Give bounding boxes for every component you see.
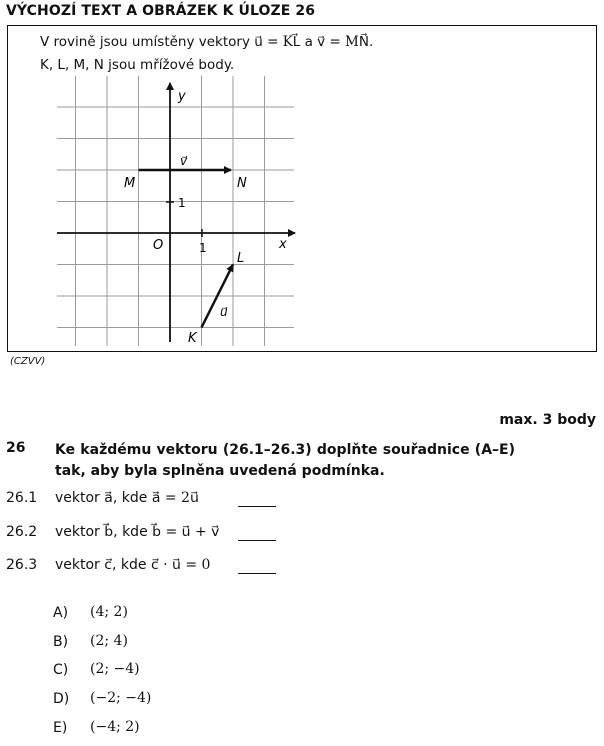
- option-value: (−4; 2): [90, 719, 140, 735]
- vector-u-definition: u⃗ = KL⃗: [254, 34, 301, 50]
- vector-v-definition: v⃗ = MN⃗: [317, 34, 369, 50]
- sub-pre: vektor: [55, 524, 105, 540]
- option-value: (2; −4): [90, 661, 140, 677]
- question-text: Ke každému vektoru (26.1–26.3) doplňte souřadnice (A–E) tak, aby byla splněna uvedená podmínka.: [55, 442, 515, 479]
- grid-lines: [57, 76, 294, 346]
- max-points: max. 3 body: [499, 412, 596, 428]
- option-value: (4; 2): [90, 604, 128, 620]
- option-value: (2; 4): [90, 633, 128, 649]
- option-letter: C): [53, 662, 69, 678]
- sub-pre: vektor: [55, 557, 105, 573]
- vector-v-label: v⃗: [180, 154, 188, 168]
- sub-expr: c⃗ · u⃗ = 0: [150, 557, 211, 573]
- point-label-m: M: [124, 176, 136, 191]
- intro-line-2: K, L, M, N jsou mřížové body.: [40, 57, 235, 73]
- subquestion-text: [55, 557, 210, 573]
- sub-mid: , kde: [111, 557, 151, 573]
- subquestion-text: [55, 524, 219, 540]
- option-letter: D): [53, 691, 70, 707]
- subquestion-number: 26.2: [6, 524, 38, 540]
- point-label-k: K: [188, 331, 197, 346]
- point-label-l: L: [237, 251, 245, 266]
- subquestion-number: 26.3: [6, 557, 38, 573]
- sub-mid: , kde: [113, 524, 153, 540]
- sub-vec: a⃗: [104, 490, 113, 506]
- subquestion-number: 26.1: [6, 490, 38, 506]
- sub-vec: c⃗: [104, 557, 112, 573]
- intro-text: V rovině jsou umístěny vektory: [40, 34, 255, 50]
- subquestion-text: [55, 490, 199, 506]
- sub-expr: a⃗ = 2u⃗: [151, 490, 199, 506]
- vector-u-label: u⃗: [220, 305, 228, 319]
- intro-text-and: a: [300, 34, 318, 50]
- answer-blank-26-2[interactable]: [238, 540, 276, 541]
- option-value: (−2; −4): [90, 690, 152, 706]
- coordinate-grid-figure: [0, 0, 604, 360]
- axis-x-label: x: [279, 237, 287, 252]
- tick-y-label: 1: [178, 196, 186, 210]
- option-letter: E): [53, 720, 68, 736]
- question-number: 26: [6, 440, 26, 456]
- intro-period: .: [368, 34, 374, 50]
- point-label-n: N: [237, 176, 247, 191]
- origin-label: O: [153, 238, 164, 253]
- sub-pre: vektor: [55, 490, 105, 506]
- option-letter: A): [53, 605, 69, 621]
- section-title: VÝCHOZÍ TEXT A OBRÁZEK K ÚLOZE 26: [6, 3, 316, 19]
- answer-blank-26-1[interactable]: [238, 506, 276, 507]
- answer-blank-26-3[interactable]: [238, 573, 276, 574]
- sub-expr: b⃗ = u⃗ + v⃗: [152, 524, 220, 540]
- axis-y-label: y: [178, 89, 186, 104]
- source-note: (CZVV): [10, 356, 46, 367]
- sub-mid: , kde: [112, 490, 152, 506]
- tick-x-label: 1: [199, 241, 207, 255]
- option-letter: B): [53, 634, 69, 650]
- sub-vec: b⃗: [104, 524, 114, 540]
